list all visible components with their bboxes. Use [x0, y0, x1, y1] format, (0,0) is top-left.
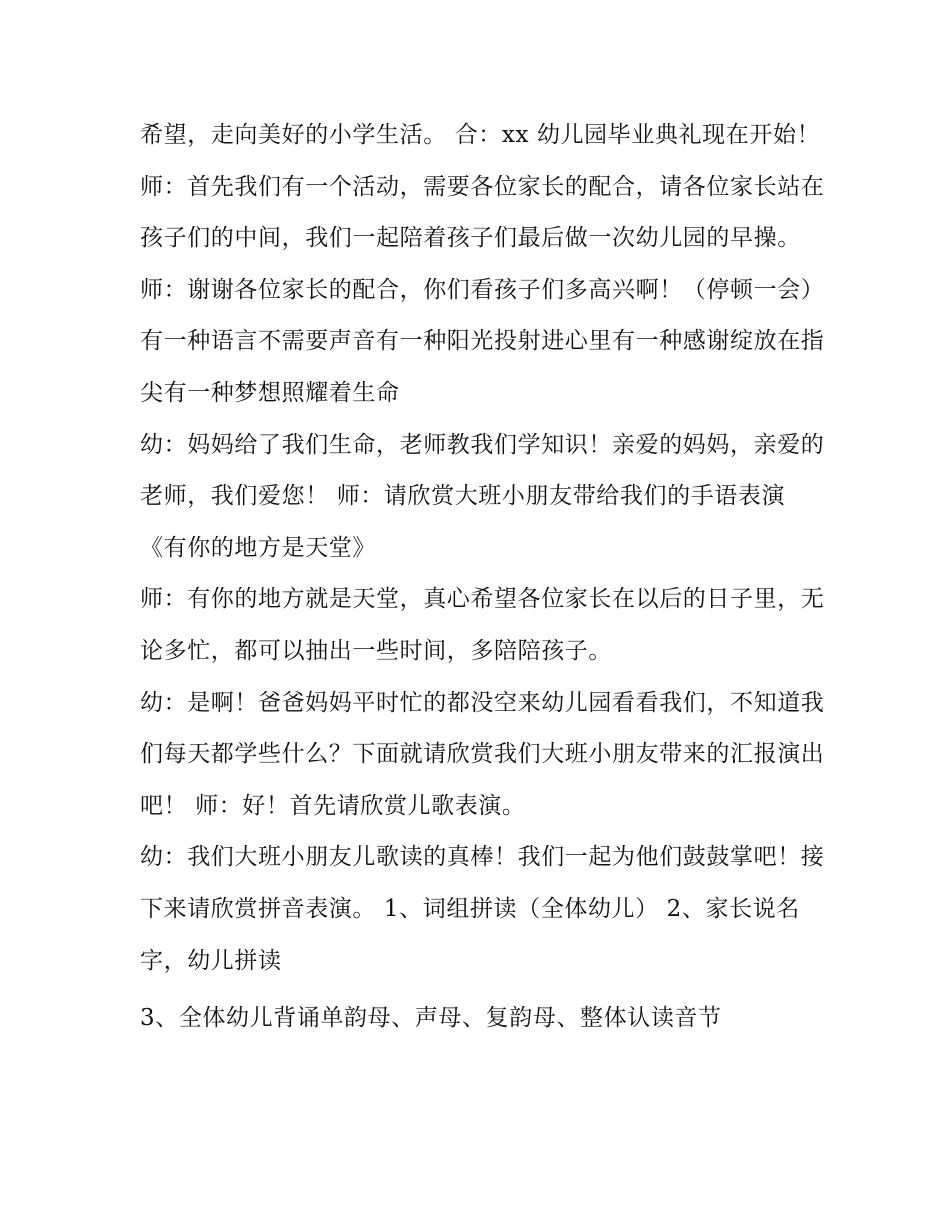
paragraph-report-performance: 幼：是啊！爸爸妈妈平时忙的都没空来幼儿园看看我们，不知道我们每天都学些什么？下面就请欣赏我们大班小朋友带来的汇报演出吧！ 师：好！首先请欣赏儿歌表演。: [140, 689, 825, 819]
paragraph-thanks-parents: 师：谢谢各位家长的配合，你们看孩子们多高兴啊！（停顿一会）有一种语言不需要声音有一种阳光投射进心里有一种感谢绽放在指尖有一种梦想照耀着生命: [140, 276, 825, 406]
paragraph-parents-activity: 师：首先我们有一个活动，需要各位家长的配合，请各位家长站在孩子们的中间，我们一起陪着孩子们最后做一次幼儿园的早操。: [140, 173, 825, 252]
paragraph-heaven-where-you-are: 师：有你的地方就是天堂，真心希望各位家长在以后的日子里，无论多忙，都可以抽出一些时间，多陪陪孩子。: [140, 586, 825, 664]
paragraph-pinyin-show: 幼：我们大班小朋友儿歌读的真棒！我们一起为他们鼓鼓掌吧！接下来请欣赏拼音表演。 1、词组拼读（全体幼儿） 2、家长说名字，幼儿拼读: [140, 844, 825, 974]
document-body: [140, 110, 830, 1045]
paragraph-opening: 希望，走向美好的小学生活。 合：xx 幼儿园毕业典礼现在开始！: [140, 122, 821, 148]
paragraph-sign-language-show: 幼：妈妈给了我们生命，老师教我们学知识！亲爱的妈妈，亲爱的老师，我们爱您！ 师：请欣赏大班小朋友带给我们的手语表演《有你的地方是天堂》: [140, 431, 825, 561]
paragraph-recite-pinyin: 3、全体幼儿背诵单韵母、声母、复韵母、整体认读音节: [140, 1005, 722, 1032]
